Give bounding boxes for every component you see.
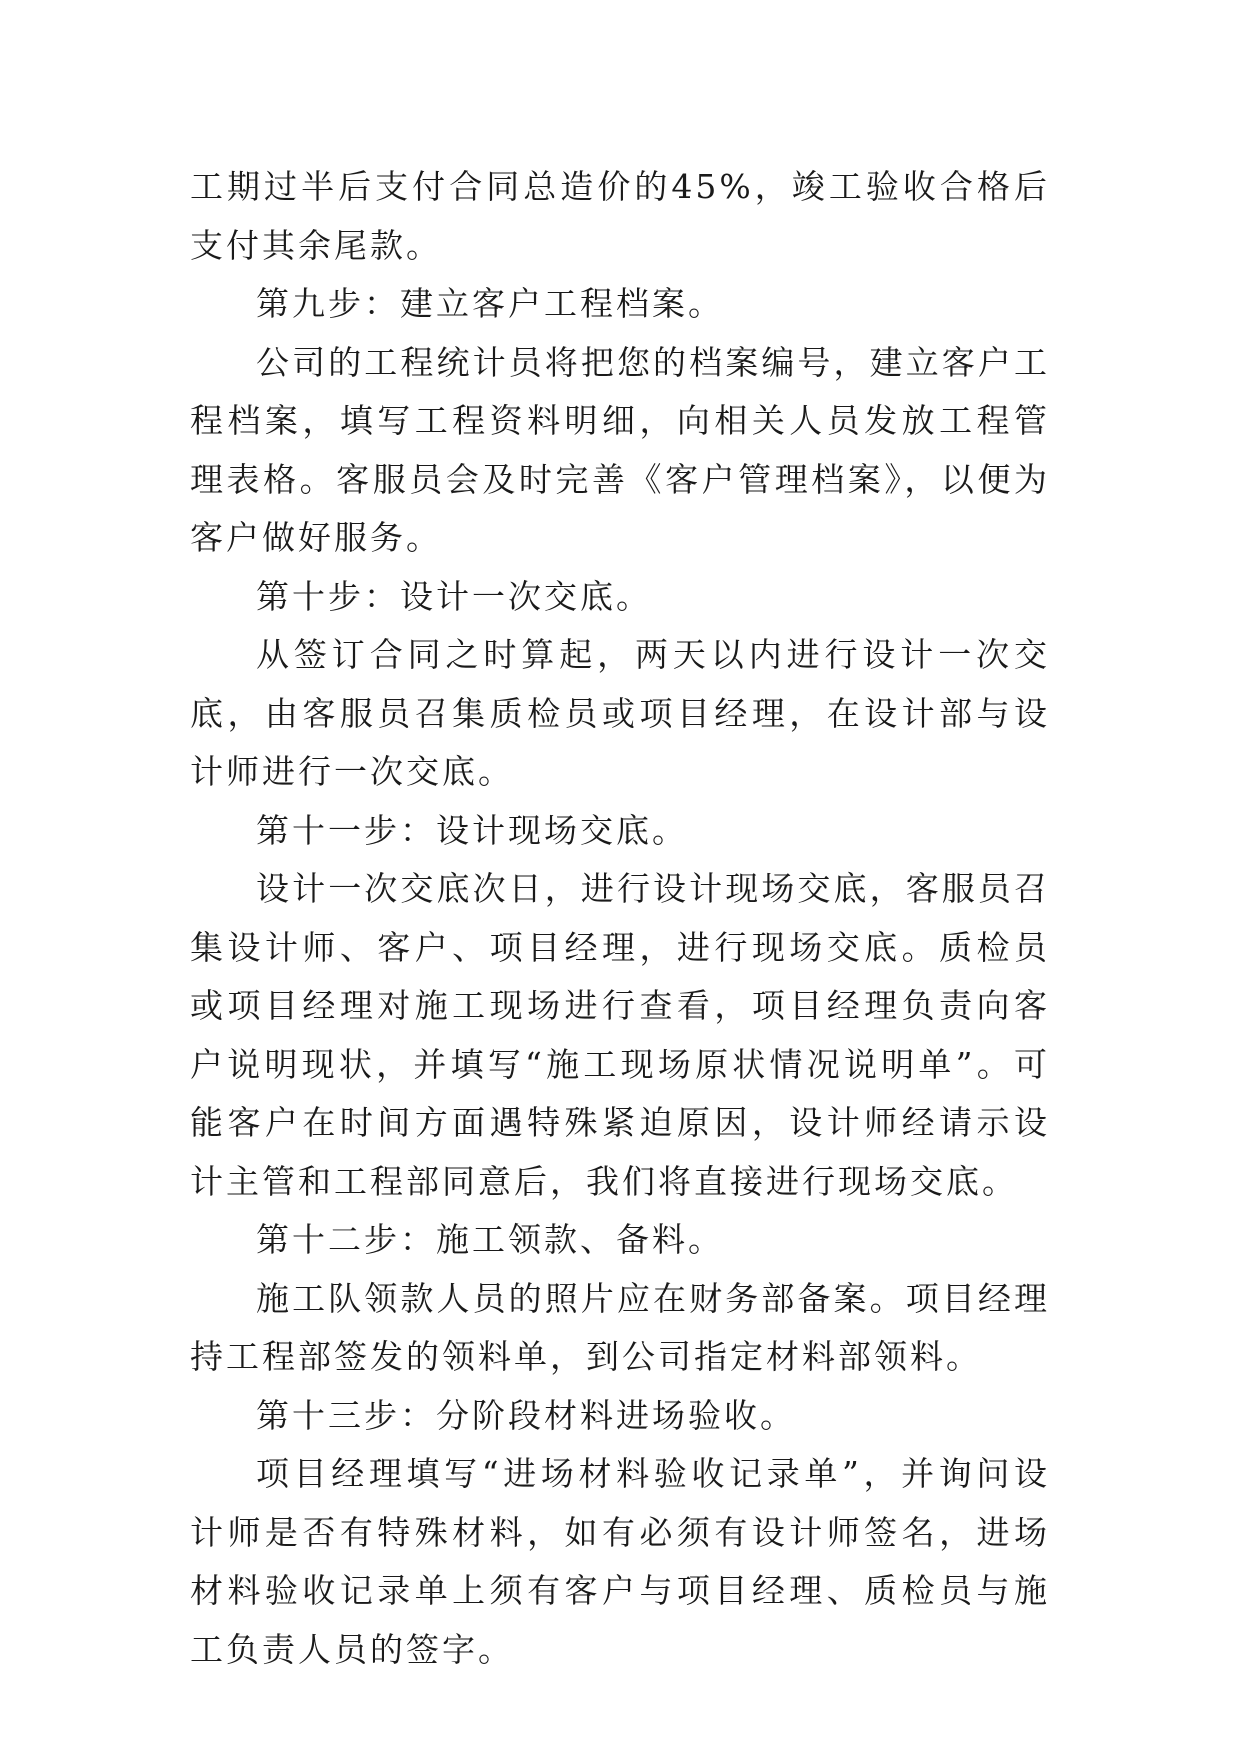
step-12-heading: 第十二步：施工领款、备料。 xyxy=(256,1220,724,1259)
step-9-heading: 第九步：建立客户工程档案。 xyxy=(256,284,724,323)
step-9-body: 公司的工程统计员将把您的档案编号，建立客户工程档案，填写工程资料明细，向相关人员发放工程管理表格。客服员会及时完善《客户管理档案》，以便为客户做好服务。 xyxy=(190,342,1050,557)
step-12-body: 施工队领款人员的照片应在财务部备案。项目经理持工程部签发的领料单，到公司指定材料部领料。 xyxy=(190,1278,1050,1376)
step-13-body: 项目经理填写“进场材料验收记录单”，并询问设计师是否有特殊材料，如有必须有设计师签名，进场材料验收记录单上须有客户与项目经理、质检员与施工负责人员的签字。 xyxy=(190,1454,1050,1669)
step-13-heading: 第十三步：分阶段材料进场验收。 xyxy=(256,1395,796,1435)
paragraph-continuation: 工期过半后支付合同总造价的45%，竣工验收合格后支付其余尾款。 xyxy=(190,167,1050,265)
step-11-heading: 第十一步：设计现场交底。 xyxy=(256,810,688,850)
step-10-heading: 第十步：设计一次交底。 xyxy=(256,576,652,616)
document-page xyxy=(190,158,1050,1679)
step-11-body: 设计一次交底次日，进行设计现场交底，客服员召集设计师、客户、项目经理，进行现场交底。质检员或项目经理对施工现场进行查看，项目经理负责向客户说明现状，并填写“施工现场原状情况说明单”。可能客户在时间方面遇特殊紧迫原因，设计师经请示设计主管和工程部同意后，我们将直接进行现场交底。 xyxy=(190,869,1050,1201)
step-10-body: 从签订合同之时算起，两天以内进行设计一次交底，由客服员召集质检员或项目经理，在设计部与设计师进行一次交底。 xyxy=(190,635,1050,791)
